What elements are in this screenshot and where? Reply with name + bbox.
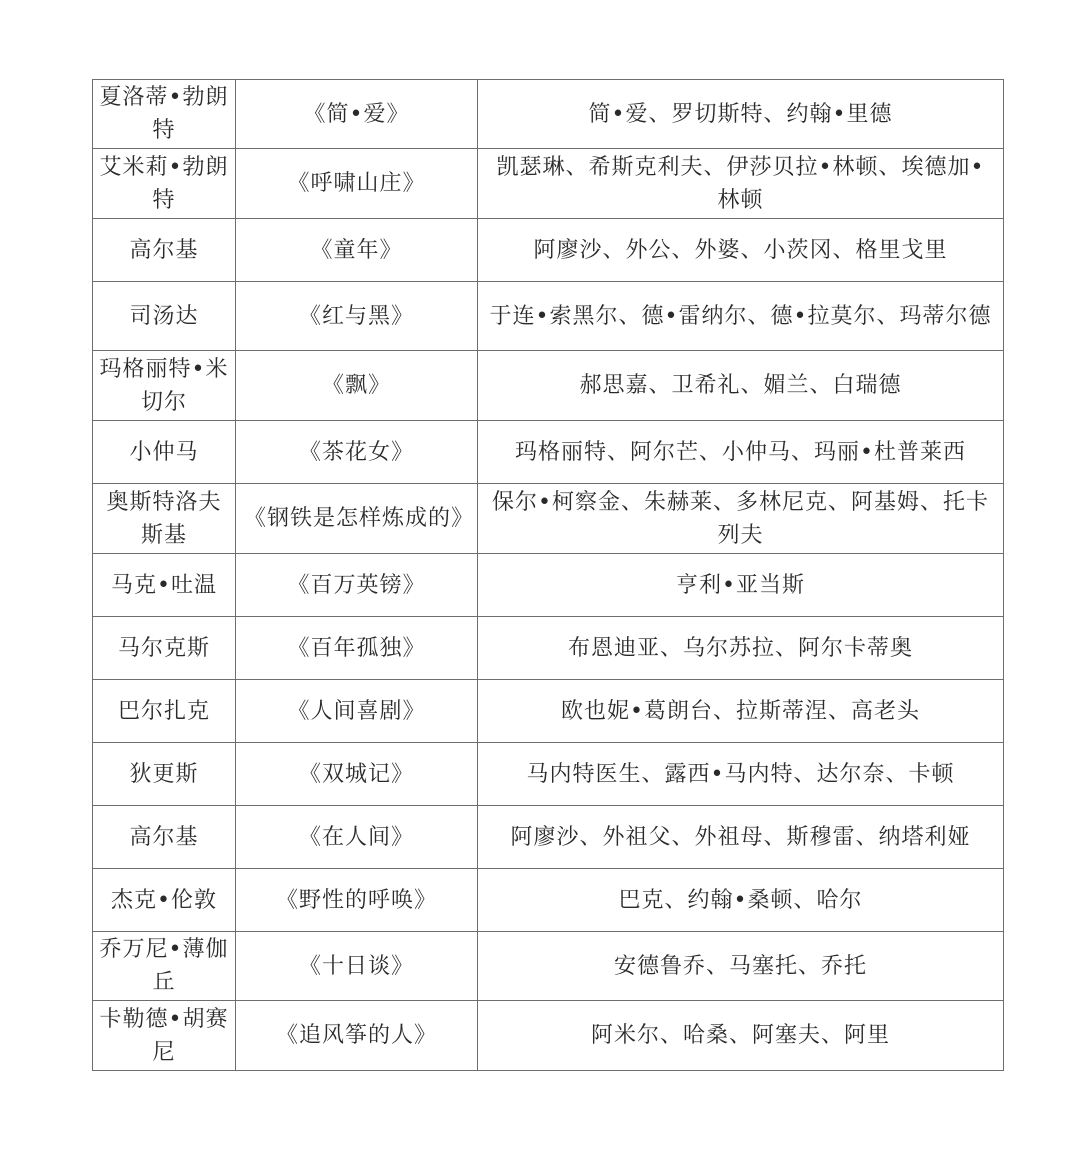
- book-title-cell: 《百年孤独》: [236, 617, 478, 680]
- author-cell: 夏洛蒂•勃朗特: [93, 80, 236, 149]
- author-cell: 高尔基: [93, 219, 236, 282]
- table-row: [93, 617, 1004, 680]
- characters-cell: 巴克、约翰•桑顿、哈尔: [478, 869, 1004, 932]
- characters-cell: 保尔•柯察金、朱赫莱、多林尼克、阿基姆、托卡列夫: [478, 484, 1004, 554]
- author-cell: 卡勒德•胡赛尼: [93, 1001, 236, 1071]
- author-cell: 艾米莉•勃朗特: [93, 149, 236, 219]
- author-cell: 奥斯特洛夫斯基: [93, 484, 236, 554]
- author-cell: 马尔克斯: [93, 617, 236, 680]
- author-cell: 小仲马: [93, 421, 236, 484]
- author-cell: 马克•吐温: [93, 554, 236, 617]
- book-title-cell: 《钢铁是怎样炼成的》: [236, 484, 478, 554]
- characters-cell: 于连•索黑尔、德•雷纳尔、德•拉莫尔、玛蒂尔德: [478, 282, 1004, 351]
- table-row: [93, 932, 1004, 1001]
- characters-cell: 凯瑟琳、希斯克利夫、伊莎贝拉•林顿、埃德加•林顿: [478, 149, 1004, 219]
- author-cell: 巴尔扎克: [93, 680, 236, 743]
- literature-table-container: [92, 79, 1003, 1071]
- table-row: [93, 421, 1004, 484]
- book-title-cell: 《呼啸山庄》: [236, 149, 478, 219]
- table-row: [93, 680, 1004, 743]
- characters-cell: 郝思嘉、卫希礼、媚兰、白瑞德: [478, 351, 1004, 421]
- table-row: [93, 351, 1004, 421]
- characters-cell: 玛格丽特、阿尔芒、小仲马、玛丽•杜普莱西: [478, 421, 1004, 484]
- book-title-cell: 《在人间》: [236, 806, 478, 869]
- book-title-cell: 《百万英镑》: [236, 554, 478, 617]
- book-title-cell: 《追风筝的人》: [236, 1001, 478, 1071]
- table-row: [93, 149, 1004, 219]
- table-row: [93, 869, 1004, 932]
- author-cell: 高尔基: [93, 806, 236, 869]
- table-row: [93, 1001, 1004, 1071]
- book-title-cell: 《十日谈》: [236, 932, 478, 1001]
- book-title-cell: 《茶花女》: [236, 421, 478, 484]
- table-row: [93, 554, 1004, 617]
- author-cell: 乔万尼•薄伽丘: [93, 932, 236, 1001]
- table-row: [93, 806, 1004, 869]
- book-title-cell: 《飘》: [236, 351, 478, 421]
- table-row: [93, 743, 1004, 806]
- characters-cell: 布恩迪亚、乌尔苏拉、阿尔卡蒂奥: [478, 617, 1004, 680]
- book-title-cell: 《红与黑》: [236, 282, 478, 351]
- characters-cell: 简•爱、罗切斯特、约翰•里德: [478, 80, 1004, 149]
- book-title-cell: 《野性的呼唤》: [236, 869, 478, 932]
- table-row: [93, 80, 1004, 149]
- table-row: [93, 282, 1004, 351]
- author-cell: 玛格丽特•米切尔: [93, 351, 236, 421]
- literature-table: [92, 79, 1004, 1071]
- author-cell: 司汤达: [93, 282, 236, 351]
- book-title-cell: 《简•爱》: [236, 80, 478, 149]
- characters-cell: 阿廖沙、外公、外婆、小茨冈、格里戈里: [478, 219, 1004, 282]
- author-cell: 杰克•伦敦: [93, 869, 236, 932]
- characters-cell: 亨利•亚当斯: [478, 554, 1004, 617]
- book-title-cell: 《人间喜剧》: [236, 680, 478, 743]
- characters-cell: 安德鲁乔、马塞托、乔托: [478, 932, 1004, 1001]
- characters-cell: 阿廖沙、外祖父、外祖母、斯穆雷、纳塔利娅: [478, 806, 1004, 869]
- book-title-cell: 《童年》: [236, 219, 478, 282]
- table-row: [93, 219, 1004, 282]
- table-row: [93, 484, 1004, 554]
- characters-cell: 马内特医生、露西•马内特、达尔奈、卡顿: [478, 743, 1004, 806]
- author-cell: 狄更斯: [93, 743, 236, 806]
- characters-cell: 阿米尔、哈桑、阿塞夫、阿里: [478, 1001, 1004, 1071]
- book-title-cell: 《双城记》: [236, 743, 478, 806]
- characters-cell: 欧也妮•葛朗台、拉斯蒂涅、高老头: [478, 680, 1004, 743]
